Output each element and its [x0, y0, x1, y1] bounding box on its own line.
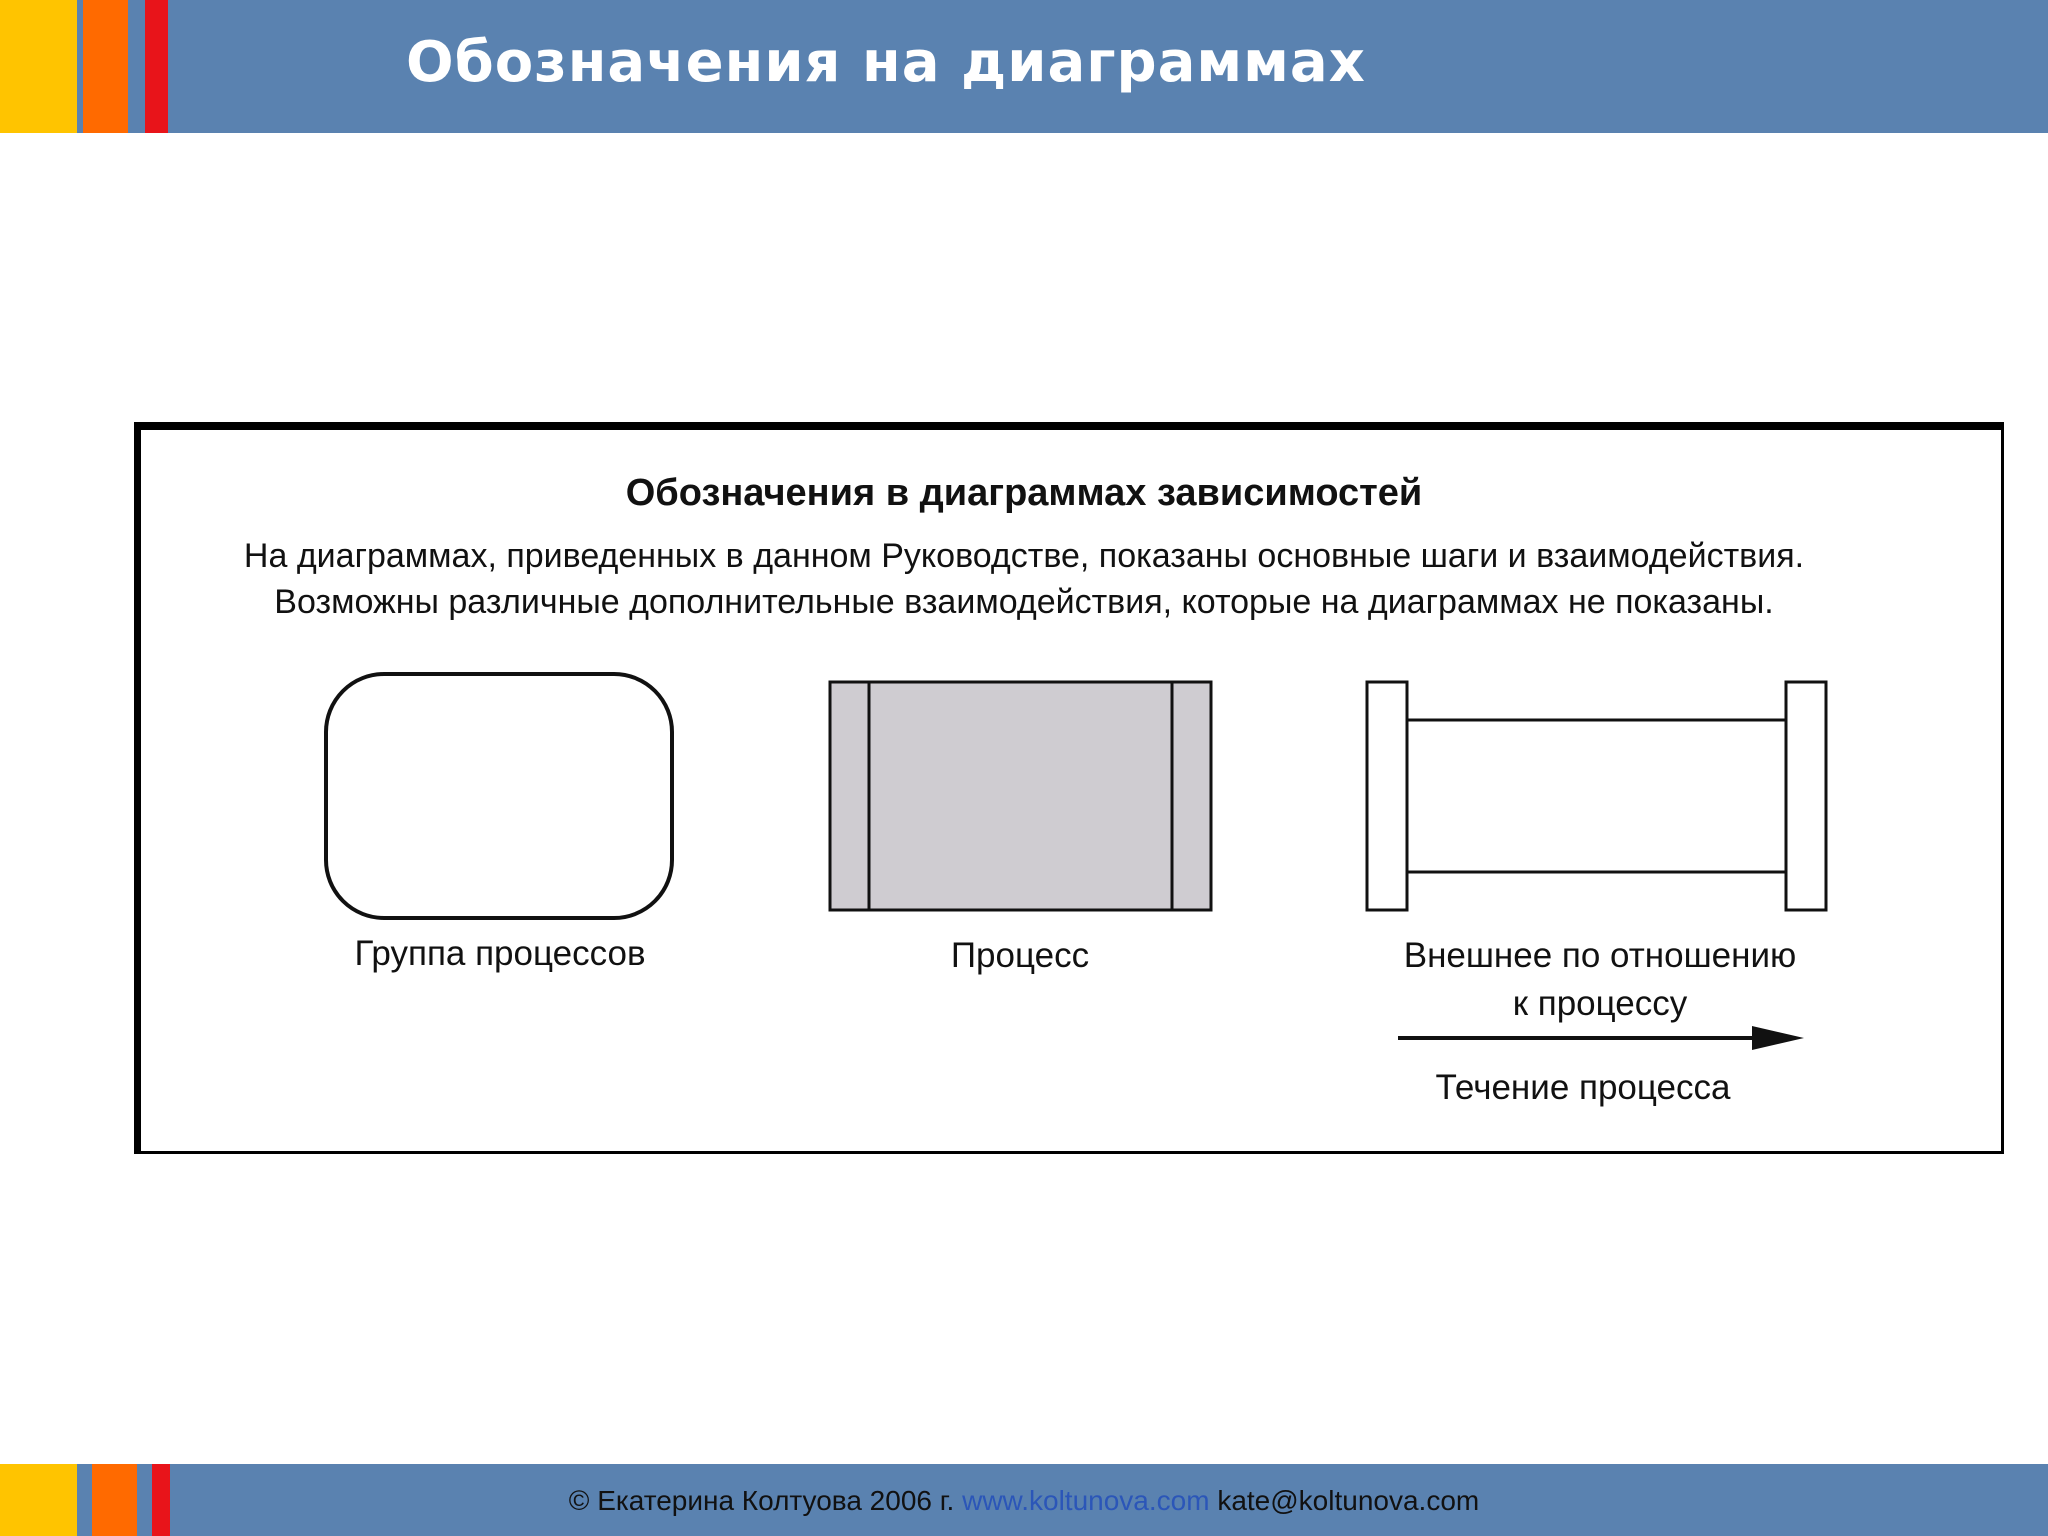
external-process-symbol [1367, 682, 1826, 910]
footer-website-link[interactable]: www.koltunova.com [962, 1485, 1210, 1516]
legend-description-line2: Возможны различные дополнительные взаимодействия, которые на диаграммах не показаны. [274, 583, 1774, 621]
footer-copyright: © Екатерина Колтуова 2006 г. [568, 1485, 955, 1516]
footer-email[interactable]: kate@koltunova.com [1217, 1485, 1480, 1516]
flow-arrow [1398, 1026, 1804, 1050]
flow-label: Течение процесса [1435, 1068, 1731, 1107]
process-group-symbol [326, 674, 672, 918]
external-label-line2: к процессу [1512, 984, 1688, 1023]
process-symbol [830, 682, 1211, 910]
process-group-label: Группа процессов [354, 934, 646, 973]
external-label-line1: Внешнее по отношению [1403, 936, 1797, 975]
legend-heading: Обозначения в диаграммах зависимостей [625, 472, 1423, 514]
footer-text [0, 1485, 2048, 1517]
slide-title: Обозначения на диаграммах [406, 30, 1366, 95]
legend-description-line1: На диаграммах, приведенных в данном Руководстве, показаны основные шаги и взаимодействия. [243, 537, 1805, 575]
process-label: Процесс [950, 936, 1090, 975]
